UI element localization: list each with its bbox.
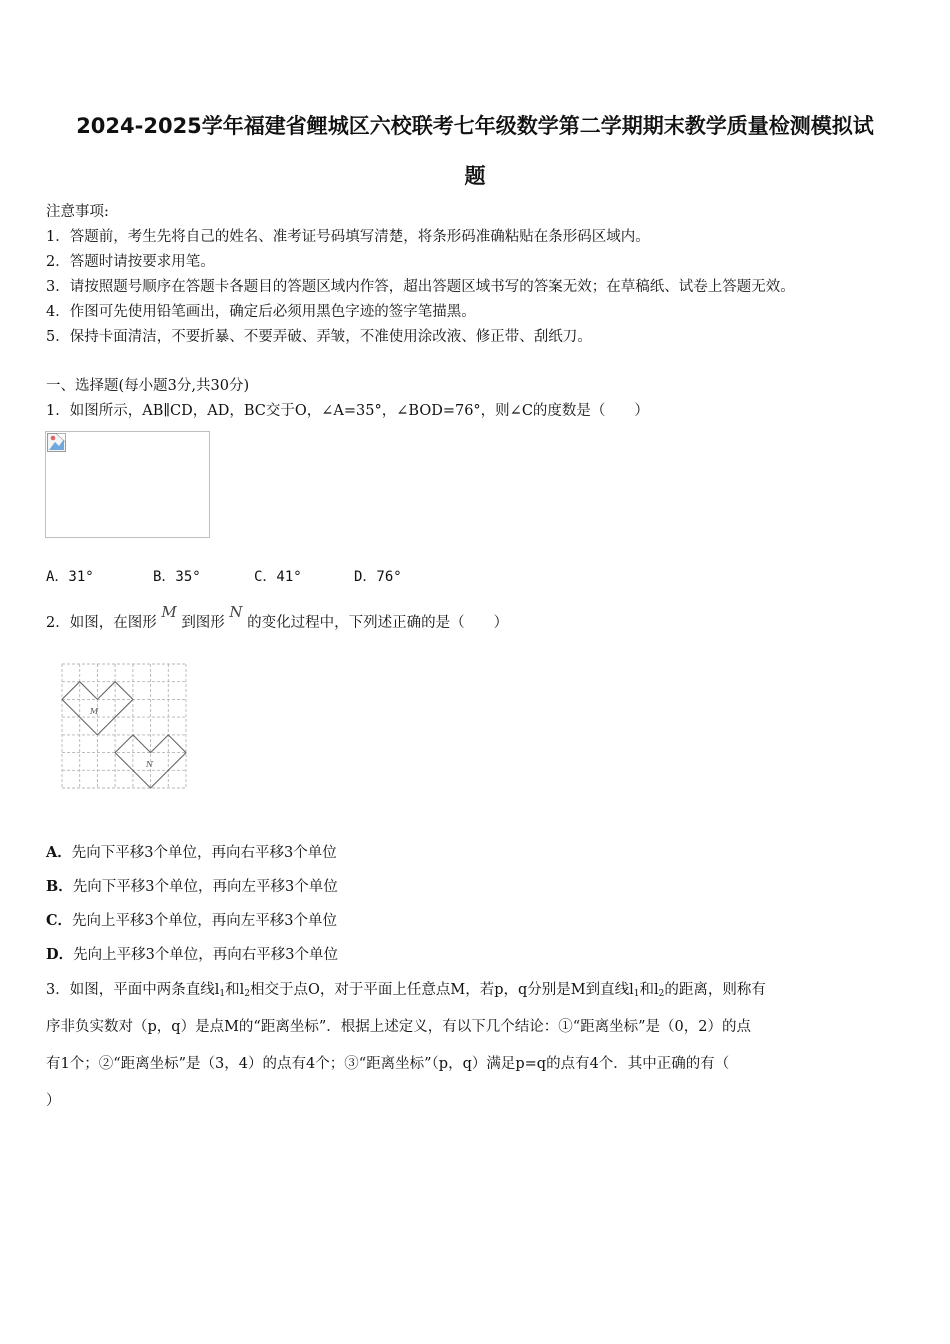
q3-sub-2: 2 [244, 989, 250, 999]
question-3-line-2: 序非负实数对（p，q）是点M的“距离坐标”．根据上述定义，有以下几个结论：①“距离坐标”是（0，2）的点 [46, 1019, 752, 1035]
question-2-text [46, 603, 509, 634]
question-2-grid-figure [60, 662, 188, 790]
exam-title-line2: 题 [464, 164, 486, 188]
question-3-line-3: 有1个；②“距离坐标”是（3，4）的点有4个；③“距离坐标”（p，q）满足p=q的点有4个．其中正确的有（ [46, 1056, 730, 1072]
notice-item-2: 2．答题时请按要求用笔。 [46, 254, 215, 270]
notice-item-5: 5．保持卡面清洁，不要折暴、不要弄破、弄皱，不准使用涂改液、修正带、刮纸刀。 [46, 329, 592, 345]
option-letter: C． [46, 912, 73, 929]
label-m: M [90, 707, 99, 716]
notice-item-1: 1．答题前，考生先将自己的姓名、准考证号码填写清楚，将条形码准确粘贴在条形码区域内。 [46, 229, 650, 245]
question-1-text: 1．如图所示，AB∥CD，AD，BC交于O，∠A=35°，∠BOD=76°，则∠C的度数是（ ） [46, 403, 649, 419]
option-text: 先向下平移3个单位，再向右平移3个单位 [71, 845, 337, 861]
question-1-option-a: A．31° [46, 569, 94, 585]
exam-title-line1: 2024-2025学年福建省鲤城区六校联考七年级数学第二学期期末教学质量检测模拟试 [76, 114, 874, 138]
q3-text-c: 相交于点O，对于平面上任意点M，若p，q分别是M到直线l [249, 982, 634, 998]
q3-sub-4: 2 [658, 989, 665, 999]
option-letter: A． [46, 844, 72, 861]
q3-text-e: 的距离，则称有 [664, 982, 766, 998]
notice-heading: 注意事项: [46, 204, 109, 220]
q3-sub-3: 1 [633, 989, 640, 999]
section-heading: 一、选择题(每小题3分,共30分) [46, 378, 250, 394]
question-3-line-4: ） [46, 1093, 61, 1109]
question-2-option-a [46, 842, 337, 864]
question-2-option-c [46, 910, 337, 932]
broken-image-icon [47, 433, 66, 452]
question-2-prefix: 2．如图，在图形 [46, 615, 157, 631]
option-text: 先向上平移3个单位，再向右平移3个单位 [73, 947, 339, 963]
notice-item-4: 4．作图可先使用铅笔画出，确定后必须用黑色字迹的签字笔描黑。 [46, 304, 476, 320]
notice-item-3: 3．请按照题号顺序在答题卡各题目的答题区域内作答，超出答题区域书写的答案无效；在草稿纸、试卷上答题无效。 [46, 279, 795, 295]
label-n: N [146, 760, 153, 769]
question-2-symbol-n: N [229, 603, 243, 621]
question-2-option-b [46, 876, 338, 898]
option-letter: B． [46, 878, 73, 895]
q3-sub-1: 1 [219, 989, 226, 999]
question-1-option-d: D．76° [354, 569, 402, 585]
option-letter: D． [46, 946, 74, 963]
q3-text-a: 3．如图，平面中两条直线l [46, 982, 220, 998]
question-2-middle: 到图形 [181, 615, 225, 631]
question-1-option-c: C．41° [254, 569, 302, 585]
option-text: 先向下平移3个单位，再向左平移3个单位 [72, 879, 338, 895]
option-text: 先向上平移3个单位，再向左平移3个单位 [72, 913, 337, 929]
question-3-line-1 [46, 979, 766, 1005]
question-1-option-b: B．35° [153, 569, 201, 585]
q3-text-b: 和l [225, 982, 245, 998]
question-2-suffix: 的变化过程中，下列述正确的是（ ） [247, 615, 509, 631]
question-1-figure-placeholder [45, 431, 210, 538]
q3-text-d: 和l [639, 982, 659, 998]
question-2-option-d [46, 944, 338, 966]
question-2-symbol-m: M [161, 603, 177, 621]
